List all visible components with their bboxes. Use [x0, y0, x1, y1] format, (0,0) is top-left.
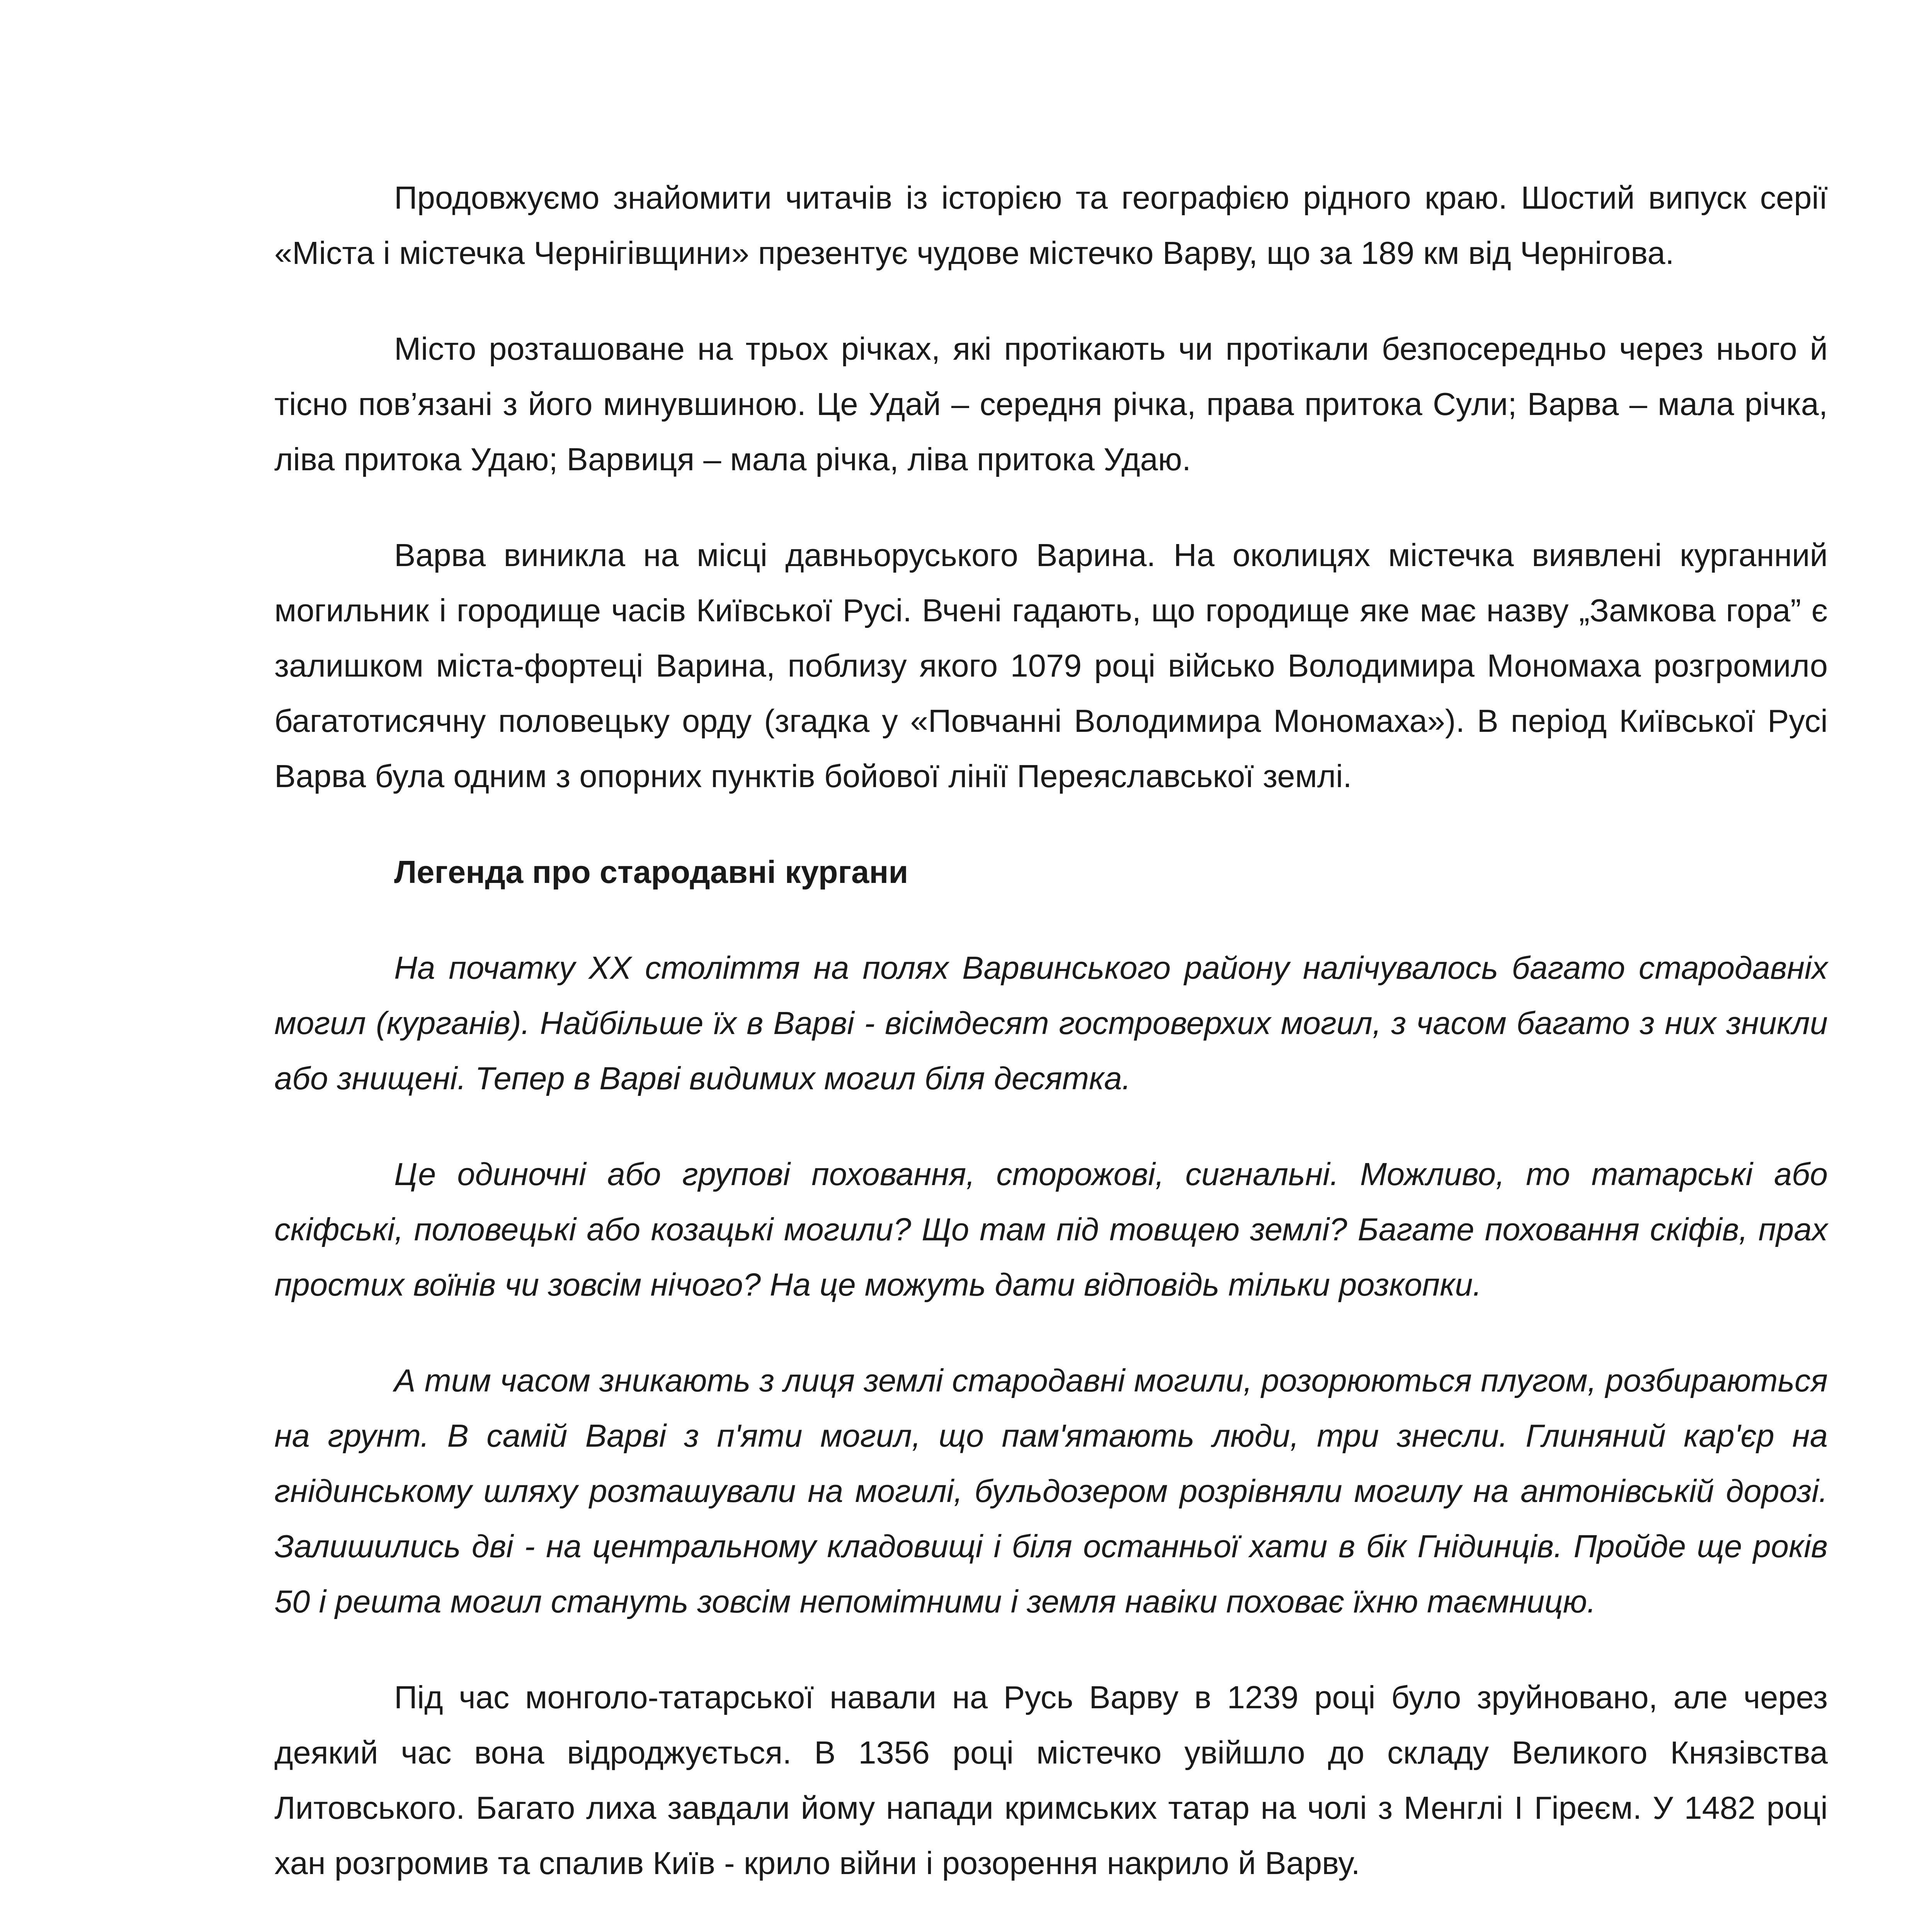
- paragraph-legend-disappearing: А тим часом зникають з лиця землі стародавні могили, розорюються плугом, розбираються на грунт. В самій Варві з п'яти могил, що пам'ятають люди, три знесли. Глиняний кар'єр на гнідинському шляху розташували на могилі, бульдозером розрівняли могилу на антонівській дорозі. Залишились дві - на центральному кладовищі і біля останньої хати в бік Гнідинців. Пройде ще років 50 і решта могил стануть зовсім непомітними і земля навіки поховає їхню таємницю.: [274, 1362, 1828, 1619]
- paragraph-legend-mounds: На початку XX століття на полях Варвинського району налічувалось багато стародавніх могил (курганів). Найбільше їх в Варві - вісімдесят гостроверхих могил, з часом багато з них зникли або знищені. Тепер в Варві видимих могил біля десятка.: [274, 950, 1828, 1096]
- paragraph-rivers: Місто розташоване на трьох річках, які протікають чи протікали безпосередньо через нього й тісно пов’язані з його минувшиною. Це Удай – середня річка, права притока Сули; Варва – мала річка, ліва притока Удаю; Варвиця – мала річка, ліва притока Удаю.: [274, 331, 1828, 477]
- document-body: [274, 170, 1828, 1932]
- section-heading-legend: Легенда про стародавні кургани: [394, 854, 908, 890]
- paragraph-mongol-invasion: Під час монголо-татарської навали на Русь Варву в 1239 році було зруйновано, але через деякий час вона відроджується. В 1356 році містечко увійшло до складу Великого Князівства Литовського. Багато лиха завдали йому напади кримських татар на чолі з Менглі I Гіреєм. У 1482 році хан розгромив та спалив Київ - крило війни і розорення накрило й Варву.: [274, 1679, 1828, 1881]
- paragraph-intro: Продовжуємо знайомити читачів із історією та географією рідного краю. Шостий випуск серії «Міста і містечка Чернігівщини» презентує чудове містечко Варву, що за 189 км від Чернігова.: [274, 180, 1828, 271]
- paragraph-origin: Варва виникла на місці давньоруського Варина. На околицях містечка виявлені курганний могильник і городище часів Київської Русі. Вчені гадають, що городище яке має назву „Замкова гора” є залишком міста-фортеці Варина, поблизу якого 1079 році військо Володимира Мономаха розгромило багатотисячну половецьку орду (згадка у «Повчанні Володимира Мономаха»). В період Київської Русі Варва була одним з опорних пунктів бойової лінії Переяславської землі.: [274, 537, 1828, 794]
- paragraph-legend-burials: Це одиночні або групові поховання, сторожові, сигнальні. Можливо, то татарські або скіфські, половецькі або козацькі могили? Що там під товщею землі? Багате поховання скіфів, прах простих воїнів чи зовсім нічого? На це можуть дати відповідь тільки розкопки.: [274, 1156, 1828, 1303]
